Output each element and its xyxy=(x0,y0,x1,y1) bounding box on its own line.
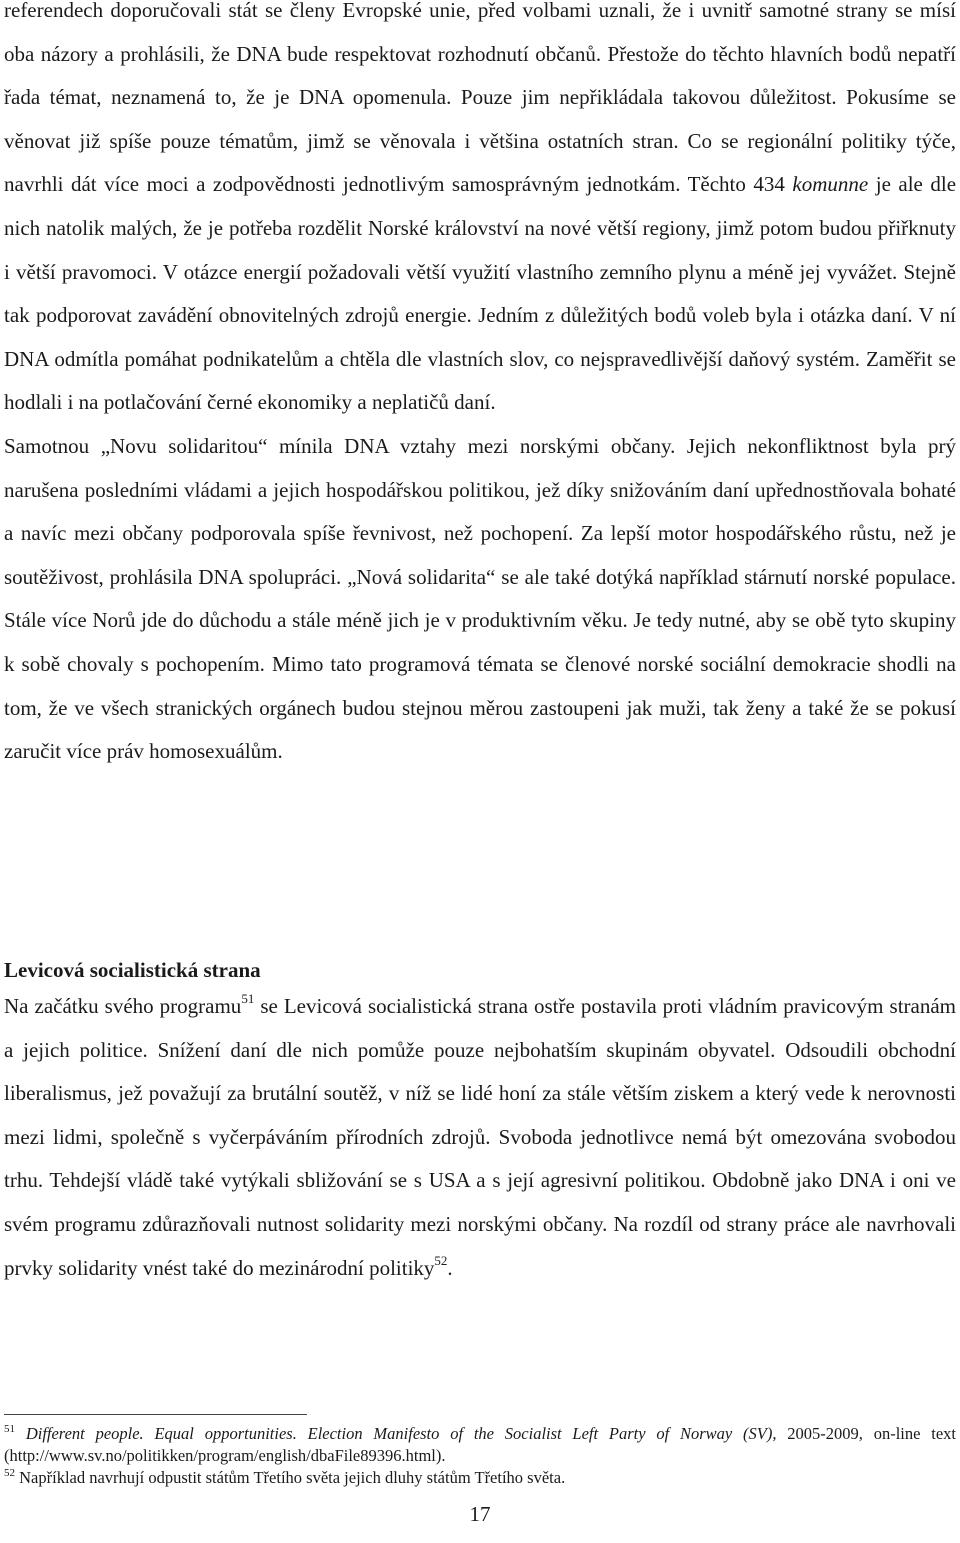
footnote-divider xyxy=(4,1414,307,1415)
section-heading: Levicová socialistická strana xyxy=(4,958,261,982)
section-sv xyxy=(4,955,956,1290)
footnote-number: 51 xyxy=(4,1423,15,1435)
paragraph-sv-program xyxy=(4,985,956,1290)
footnote-ref-52[interactable]: 52 xyxy=(434,1252,448,1268)
footnote-52 xyxy=(4,1467,956,1489)
paragraph-text: se Levicová socialistická strana ostře postavila proti vládním pravicovým stranám a jejich politice. Snížení daní dle nich pomůže pouze nejbohatším skupinám obyvatel. Odsoudili obchodní liberalismus, jež považují za brutální soutěž, v níž se lidé honí za stále větším ziskem a který vede k nerovnosti mezi lidmi, společně s vyčerpáváním přírodních zdrojů. Svoboda jednotlivce nemá být omezována svobodou trhu. Tehdejší vládě také vytýkali sbližování se s USA a s její agresivní politikou. Obdobně jako DNA i oni ve svém programu zdůrazňovali nutnost solidarity mezi norskými občany. Na rozdíl od strany práce ale navrhovali prvky solidarity vnést také do mezinárodní politiky xyxy=(4,994,957,1280)
paragraph-end: . xyxy=(447,1255,453,1280)
main-text-block xyxy=(4,0,956,774)
footnote-51 xyxy=(4,1423,956,1467)
footnote-text: Například navrhují odpustit státům Třetího světa jejich dluhy státům Třetího světa. xyxy=(19,1468,566,1487)
paragraph-text: referendech doporučovali stát se členy Evropské unie, před volbami uznali, že i uvnitř samotné strany se mísí oba názory a prohlásili, že DNA bude respektovat rozhodnutí občanů. Přestože do těchto hlavních bodů nepatří řada témat, neznamená to, že je DNA opomenula. Pouze jim nepřikládala takovou důležitost. Pokusíme se věnovat již spíše pouze tématům, jimž se věnovala i většina ostatních stran. Co se regionální politiky týče, navrhli dát více moci a zodpovědnosti jednotlivým samosprávným jednotkám. Těchto 434 xyxy=(4,0,956,197)
footnote-number: 52 xyxy=(4,1467,15,1479)
footnote-ref-51[interactable]: 51 xyxy=(241,991,255,1006)
footnotes xyxy=(4,1423,956,1489)
footnote-title: Different people. Equal opportunities. Election Manifesto of the Socialist Left Party of Norway (SV), xyxy=(25,1424,777,1443)
paragraph-text: je ale dle nich natolik malých, že je potřeba rozdělit Norské království na nové větší regiony, jimž potom budou přiřknuty i větší pravomoci. V otázce energií požadovali větší využití vlastního zemního plynu a méně jej vyvážet. Stejně tak podporovat zavádění obnovitelných zdrojů energie. Jedním z důležitých bodů voleb byla i otázka daní. V ní DNA odmítla pomáhat podnikatelům a chtěla dle vlastních slov, co nejspravedlivější daňový systém. Zaměřit se hodlali i na potlačování černé ekonomiky a neplatičů daní. xyxy=(4,172,957,415)
page-number: 17 xyxy=(469,1502,491,1526)
italic-term: komunne xyxy=(792,172,869,197)
paragraph-dna-program xyxy=(4,0,956,425)
paragraph-new-solidarity: Samotnou „Novu solidaritou“ mínila DNA vztahy mezi norskými občany. Jejich nekonfliktnost byla prý narušena posledními vládami a jejich hospodářskou politikou, jež díky snižováním daní upřednostňovala bohaté a navíc mezi občany podporovala spíše řevnivost, než pochopení. Za lepší motor hospodářského růstu, než je soutěživost, prohlásila DNA spolupráci. „Nová solidarita“ se ale také dotýká například stárnutí norské populace. Stále více Norů jde do důchodu a stále méně jich je v produktivním věku. Je tedy nutné, aby se obě tyto skupiny k sobě chovaly s pochopením. Mimo tato programová témata se členové norské sociální demokracie shodli na tom, že ve všech stranických orgánech budou stejnou měrou zastoupeni jak muži, tak ženy a také že se pokusí zaručit více práv homosexuálům. xyxy=(4,433,956,764)
paragraph-text: Na začátku svého programu xyxy=(4,994,242,1018)
footnote-text: 2005-2009, on-line text (http://www.sv.no/politikken/program/english/dbaFile89396.html). xyxy=(4,1424,957,1465)
